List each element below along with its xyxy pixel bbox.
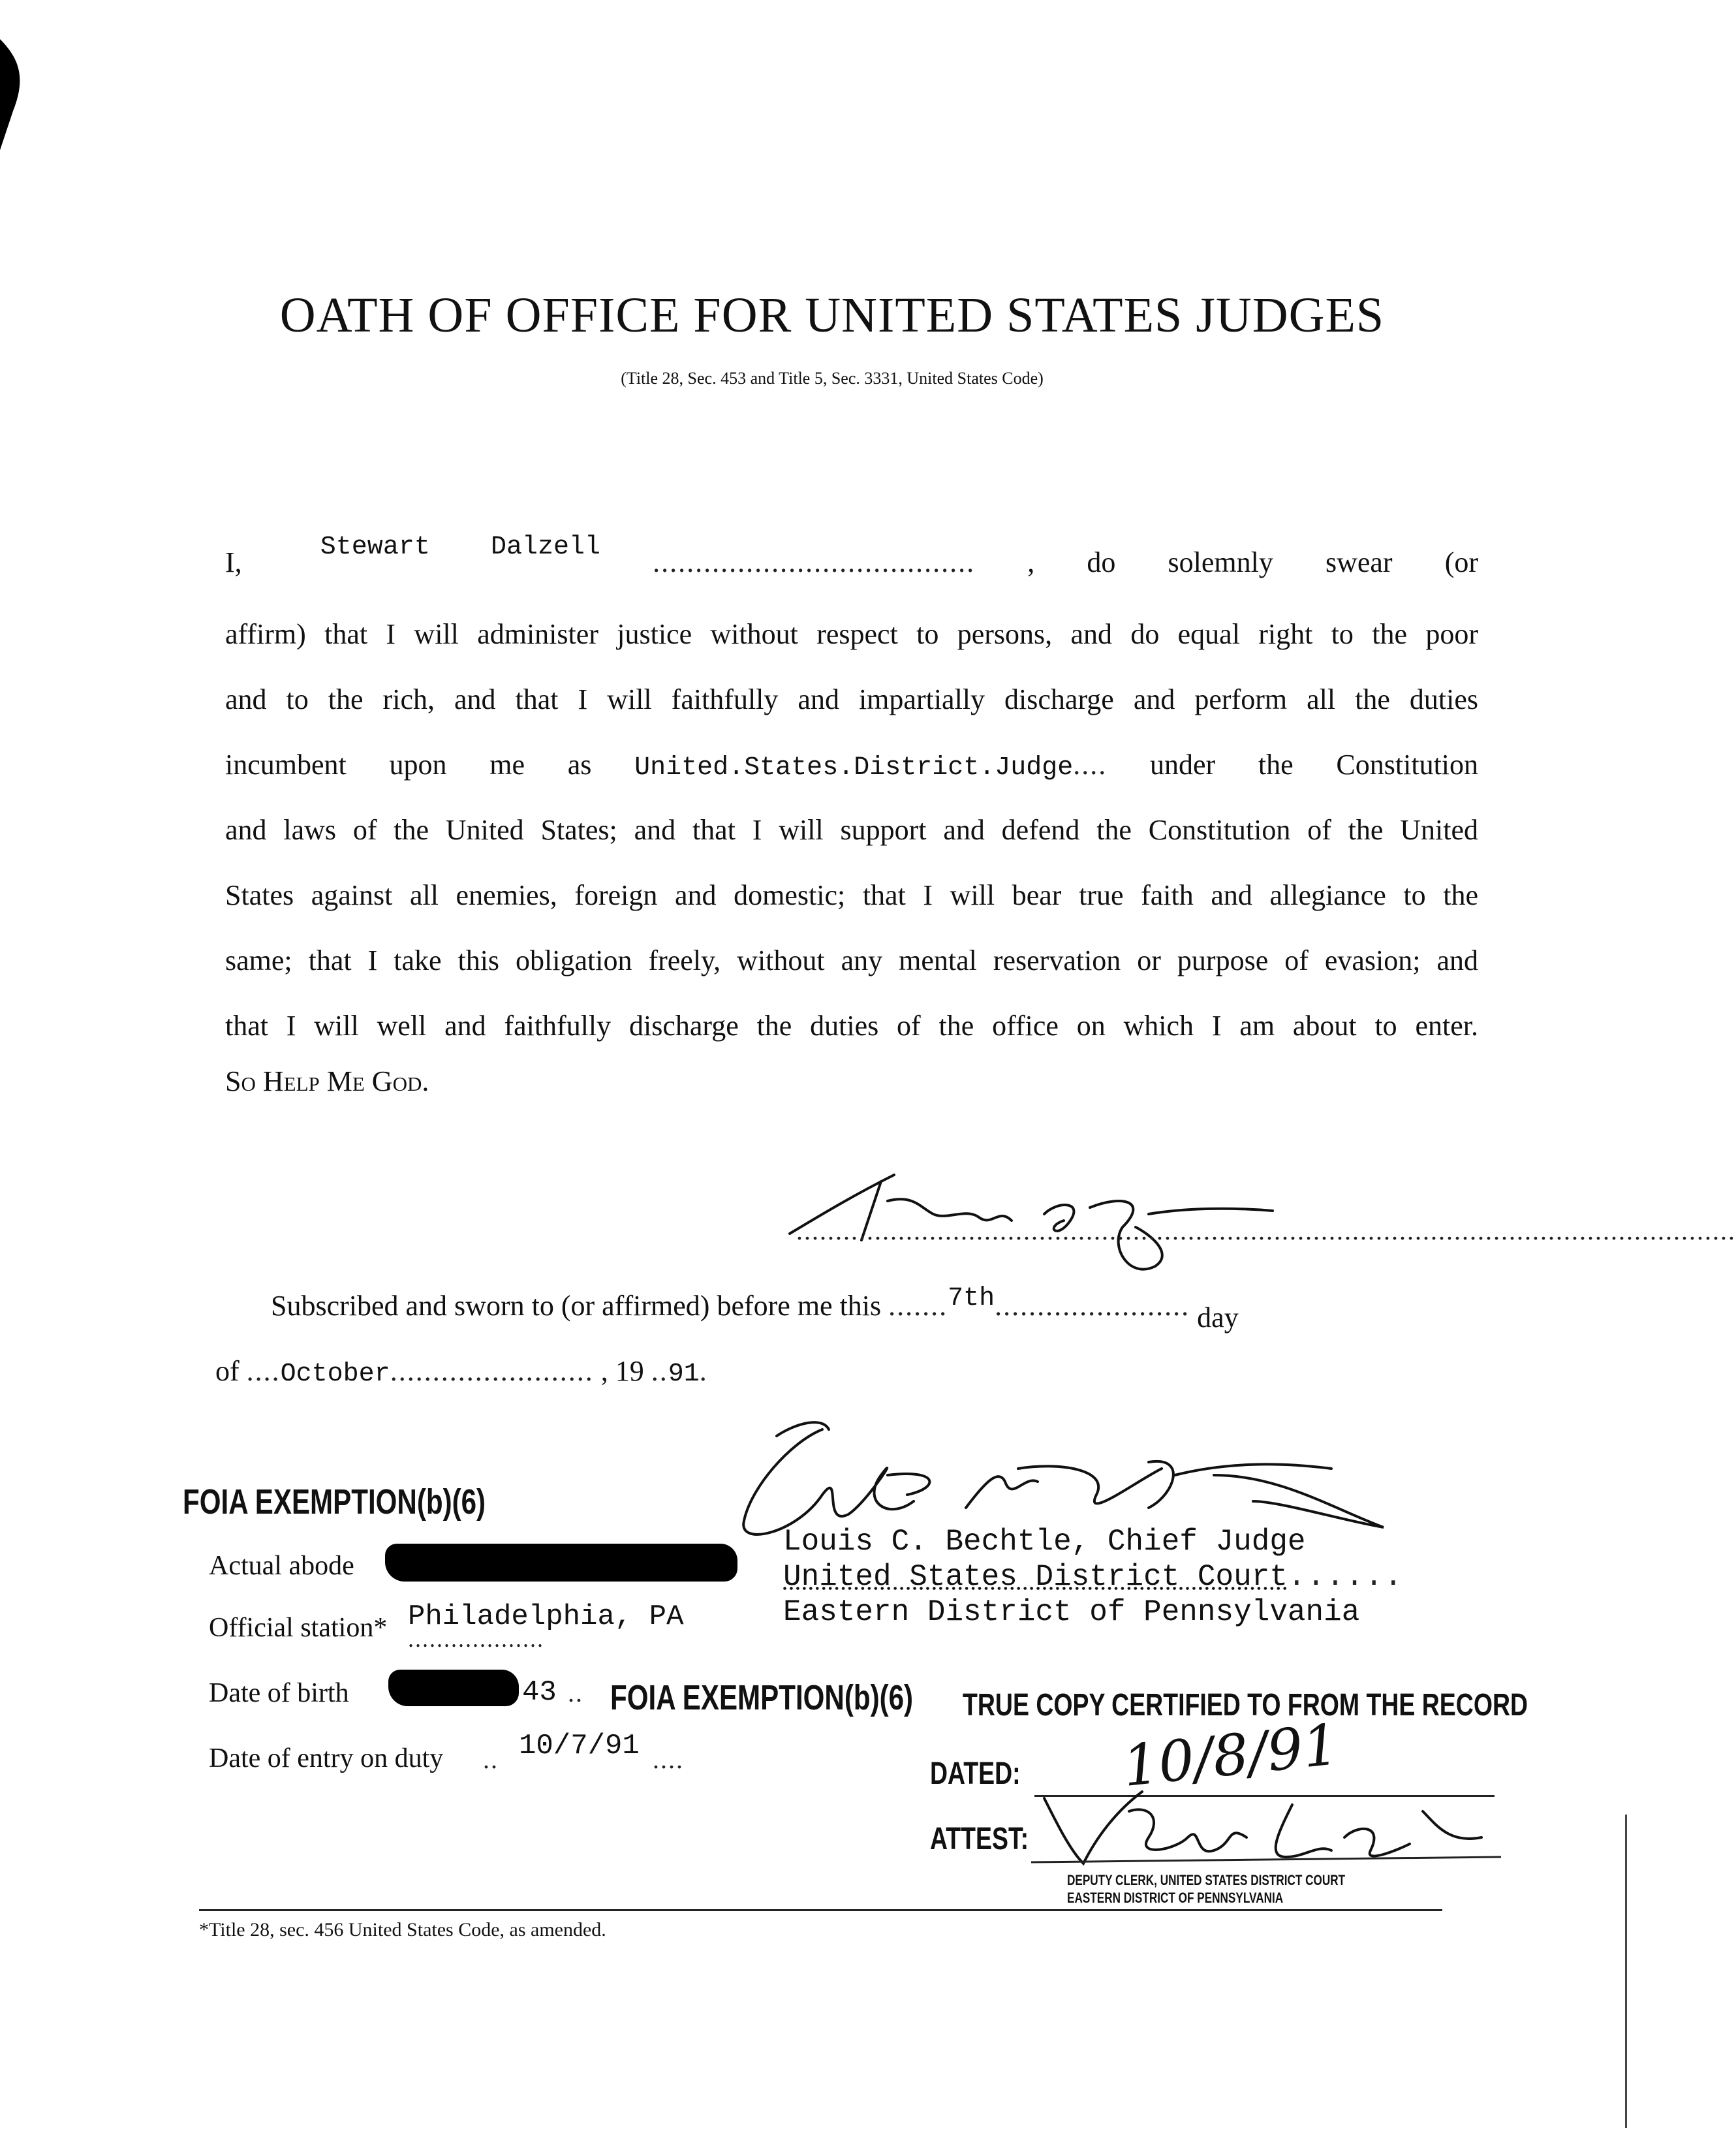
court-name: United States District Court......: [783, 1560, 1404, 1594]
subscription-month: October: [280, 1360, 390, 1389]
station-value: Philadelphia, PA: [408, 1600, 684, 1633]
year-dots: ..: [651, 1355, 668, 1387]
oath-line-5: and laws of the United States; and that I will support and defend the Constitution of the United: [225, 814, 1478, 846]
birth-dots: ..: [568, 1678, 583, 1708]
oath-line-3: and to the rich, and that I will faithfully and impartially discharge and perform all the duties: [225, 683, 1478, 715]
station-dots: ...................: [408, 1626, 544, 1652]
chief-judge-block: [783, 1524, 1404, 1630]
chief-judge-name: Louis C. Bechtle, Chief Judge: [783, 1525, 1306, 1559]
dated-value: 10/8/91: [1119, 1711, 1342, 1800]
entry-label: Date of entry on duty: [209, 1743, 444, 1773]
oath-closing: So Help Me God.: [225, 1065, 429, 1097]
day-label: day: [1197, 1302, 1239, 1333]
scan-corner-mark: [0, 39, 26, 150]
dated-label: DATED:: [930, 1756, 1021, 1791]
day-dots-before: .......: [888, 1290, 948, 1322]
entry-dots-before: ..: [483, 1745, 499, 1774]
oath-prefix: I,: [225, 546, 242, 578]
abode-redaction: [385, 1544, 737, 1582]
footnote-rule: [199, 1909, 1442, 1911]
month-dots-before: ....: [246, 1355, 281, 1387]
station-label: Official station*: [209, 1613, 388, 1643]
of-label: of: [215, 1355, 240, 1387]
scan-edge-line: [1625, 1815, 1627, 2128]
subscription-day: 7th: [948, 1284, 995, 1313]
oath-line-4: [225, 751, 1478, 781]
birth-value: 43: [522, 1676, 557, 1709]
certified-copy-stamp: TRUE COPY CERTIFIED TO FROM THE RECORD: [963, 1688, 1528, 1723]
day-dots-after: .......................: [995, 1290, 1190, 1322]
name-dots: ......................................: [653, 546, 976, 578]
oath-line-6: States against all enemies, foreign and domestic; that I will bear true faith and allegiance to the: [225, 879, 1478, 911]
entry-dots-after: ....: [653, 1745, 684, 1774]
foia-stamp-1: FOIA EXEMPTION(b)(6): [183, 1482, 486, 1521]
entry-value: 10/7/91: [519, 1730, 640, 1762]
oath-line-7: same; that I take this obligation freely, without any mental reservation or purpose of evasion; and: [225, 944, 1478, 976]
month-line: [215, 1354, 708, 1389]
oath-line-4-start: incumbent upon me as: [225, 749, 592, 781]
oath-line-4-end: under the Constitution: [1150, 749, 1479, 781]
office-title: United.States.District.Judge: [634, 753, 1074, 783]
oath-line-8: that I will well and faithfully discharge the duties of the office on which I am about to enter.: [225, 1010, 1478, 1042]
district-name: Eastern District of Pennsylvania: [783, 1595, 1360, 1629]
birth-redaction: [388, 1670, 519, 1706]
subscription-line: [271, 1284, 1239, 1333]
birth-label: Date of birth: [209, 1678, 349, 1708]
signature-line: ........................................................................................................................: [796, 1216, 1736, 1245]
document-title: OATH OF OFFICE FOR UNITED STATES JUDGES: [279, 288, 1385, 343]
attest-label: ATTEST:: [930, 1822, 1029, 1856]
footnote: *Title 28, sec. 456 United States Code, as amended.: [199, 1919, 606, 1941]
clerk-district: EASTERN DISTRICT OF PENNSYLVANIA: [1067, 1890, 1284, 1906]
oath-line-2: affirm) that I will administer justice without respect to persons, and do equal right to the poor: [225, 618, 1478, 650]
subscription-year: 91: [668, 1360, 700, 1389]
oath-line-1-rest: , do solemnly swear (or: [1027, 546, 1479, 578]
subscription-text: Subscribed and sworn to (or affirmed) before me this: [271, 1290, 882, 1322]
deputy-clerk-signature: [1031, 1785, 1501, 1877]
judge-name: Stewart Dalzell: [320, 533, 600, 562]
month-dots-after: ........................: [390, 1355, 594, 1387]
office-dots: ....: [1073, 749, 1108, 781]
year-dot-end: .: [699, 1355, 708, 1387]
year-prefix: , 19: [600, 1355, 644, 1387]
document-citation: (Title 28, Sec. 453 and Title 5, Sec. 3331, United States Code): [621, 369, 1044, 388]
oath-line-1: [225, 533, 1479, 579]
abode-label: Actual abode: [209, 1551, 354, 1581]
foia-stamp-2: FOIA EXEMPTION(b)(6): [610, 1678, 914, 1717]
clerk-title: DEPUTY CLERK, UNITED STATES DISTRICT COURT: [1067, 1872, 1346, 1888]
